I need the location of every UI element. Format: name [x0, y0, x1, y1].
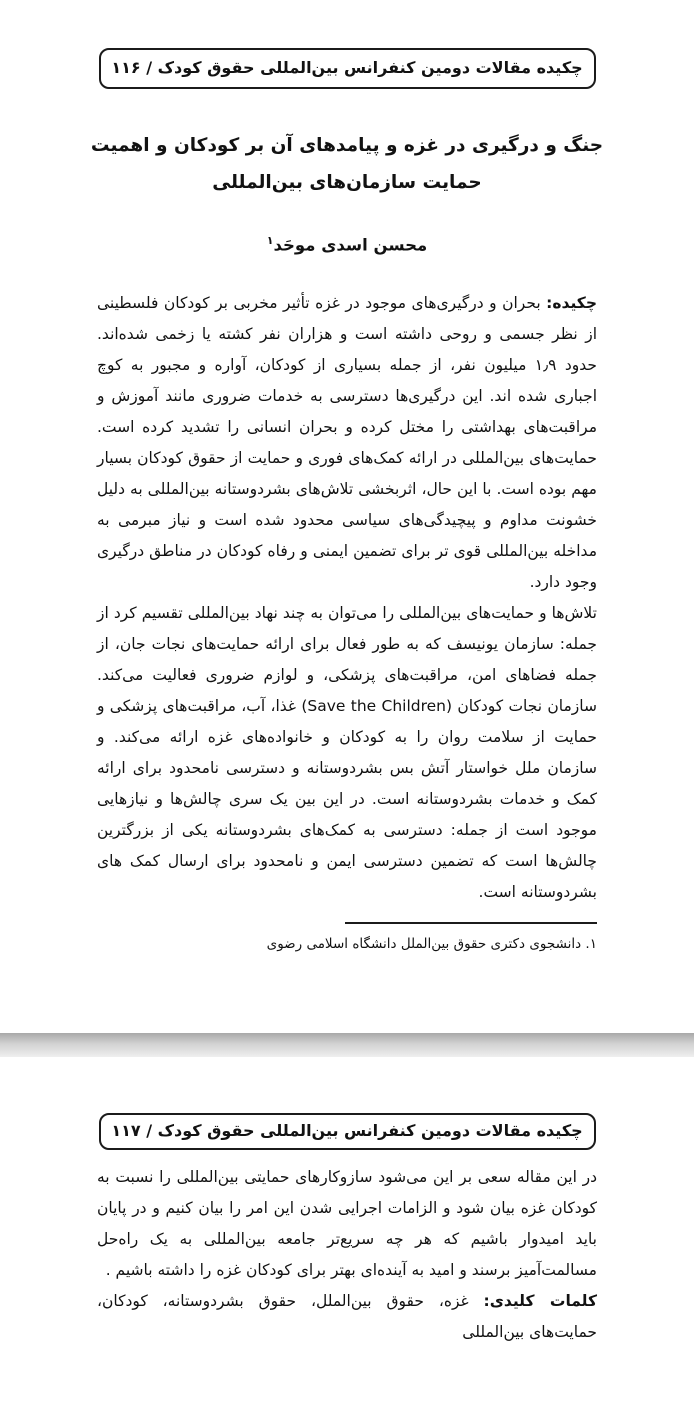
abstract-paragraph-2: تلاش‌ها و حمایت‌های بین‌المللی را می‌توان به چند نهاد بین‌المللی تقسیم کرد از جمله: سازمان یونیسف که به طور فعال برای ارائه حمایت‌های نجات جان، از جمله فضاهای امن، مراقبت‌های پزشکی، و لوازم ضروری فعالیت می‌کند. سازمان نجات کودکان (Save the Children) غذا، آب، مراقبت‌های پزشکی و حمایت از سلامت روان را به کودکان و خانواده‌های غزه ارائه می‌کند. و سازمان ملل خواستار آتش بس بشردوستانه و دسترسی نامحدود برای ارائه کمک و خدمات بشردوستانه است. در این بین یک سری چالش‌ها و نیازهایی موجود است از جمله: دسترسی به کمک‌های بشردوستانه یکی از بزرگترین چالش‌ها است که تضمین دسترسی ایمن و نامحدود برای ارسال کمک های بشردوستانه است. — [97, 604, 598, 902]
article-title-line-2: حمایت سازمان‌های بین‌المللی — [212, 171, 482, 193]
page-117-body — [97, 1162, 597, 1348]
keywords-line — [97, 1286, 597, 1348]
author-line — [0, 234, 694, 255]
conclusion-paragraph: در این مقاله سعی بر این می‌شود سازوکارهای حمایتی بین‌المللی را نسبت به کودکان غزه بیان شود و الزامات اجرایی شدن این امر را بیان کنیم و در پایان باید امیدوار باشیم که هر چه سریع‌تر جامعه بین‌المللی به یک راه‌حل مسالمت‌آمیز برسند و امید به آینده‌ای بهتر برای کودکان غزه را داشته باشیم . — [97, 1167, 597, 1279]
keywords-label: کلمات کلیدی: — [483, 1291, 598, 1310]
abstract-label: چکیده: — [546, 294, 597, 313]
running-header-page-117: چکیده مقالات دومین کنفرانس بین‌المللی حقوق کودک / ۱۱۷ — [99, 1113, 596, 1150]
keywords-text: غزه، حقوق بین‌الملل، حقوق بشردوستانه، کودکان، حمایت‌های بین‌المللی — [97, 1291, 597, 1341]
footnote-area — [97, 922, 597, 956]
author-name: محسن اسدی موحَد — [273, 235, 428, 255]
article-title-line-1: جنگ و درگیری در غزه و پیامدهای آن بر کودکان و اهمیت — [90, 134, 604, 156]
running-header-page-116: چکیده مقالات دومین کنفرانس بین‌المللی حقوق کودک / ۱۱۶ — [99, 48, 596, 89]
page-117 — [0, 1057, 694, 1426]
author-footnote-ref: ۱ — [266, 233, 274, 247]
abstract-body — [97, 288, 597, 908]
abstract-paragraph-1-text: بحران و درگیری‌های موجود در غزه تأثیر مخربی بر کودکان فلسطینی از نظر جسمی و روحی داشته است و هزاران نفر کشته یا زخمی شده‌اند. حدود ۱٫۹ میلیون نفر، از جمله بسیاری از کودکان، آواره و مجبور به کوچ اجباری شده اند. این درگیری‌ها دسترسی به خدمات ضروری مانند آموزش و مراقبت‌های بهداشتی را مختل کرده و بحران انسانی را تشدید کرده است. حمایت‌های بین‌المللی در ارائه کمک‌های فوری و حمایت از حقوق کودکان بسیار مهم بوده است. با این حال، اثربخشی تلاش‌های بشردوستانه بین‌المللی به دلیل خشونت مداوم و پیچیدگی‌های سیاسی محدود شده است و نیاز مبرمی به مداخله بین‌المللی قوی تر برای تضمین ایمنی و رفاه کودکان در مناطق درگیری وجود دارد. — [97, 294, 597, 592]
article-title — [0, 127, 694, 201]
footnote-text: ۱. دانشجوی دکتری حقوق بین‌الملل دانشگاه اسلامی رضوی — [266, 936, 597, 953]
abstract-paragraph-1 — [97, 288, 597, 598]
footnote-separator — [345, 922, 597, 924]
page-divider — [0, 1033, 694, 1057]
